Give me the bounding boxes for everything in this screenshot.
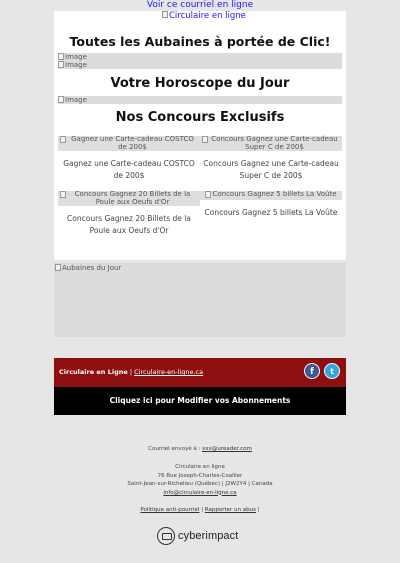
broken-image-icon xyxy=(58,96,64,103)
image-alt-text: Image xyxy=(65,61,87,69)
contest-image[interactable] xyxy=(58,191,200,206)
image-placeholder-2 xyxy=(58,61,342,69)
cyberimpact-name: cyberimpact xyxy=(178,530,239,542)
contact-email-link[interactable]: info@circulaire-en-ligne.ca xyxy=(163,489,237,496)
contest-lavoute[interactable] xyxy=(200,191,342,219)
deals-image-alt: Aubaines du Jour xyxy=(62,264,122,272)
footer-separator: | xyxy=(201,507,204,513)
broken-image-icon xyxy=(162,11,168,18)
broken-image-icon xyxy=(205,191,211,198)
brand-separator: | xyxy=(129,368,133,376)
contest-caption[interactable]: Gagnez une Carte-cadeau COSTCO de 200$ xyxy=(63,159,195,180)
address-line-1: 76 Rue Joseph-Charles-Coallier xyxy=(157,472,243,479)
footer-trailing-separator: | xyxy=(257,507,260,513)
broken-image-icon xyxy=(202,136,208,143)
contest-image-alt: Concours Gagnez une Carte-cadeau Super C de 200$ xyxy=(211,135,338,151)
logo-image[interactable] xyxy=(162,11,246,21)
deals-image-placeholder xyxy=(54,263,346,272)
broken-image-icon xyxy=(60,136,66,143)
image-placeholder-1 xyxy=(58,53,342,61)
logo-alt-text[interactable]: Circulaire en ligne xyxy=(169,11,246,21)
twitter-icon[interactable]: t xyxy=(324,363,340,379)
org-name: Circulaire en ligne xyxy=(175,464,225,470)
contest-poule[interactable] xyxy=(58,191,200,237)
cyberimpact-logo-icon xyxy=(157,527,175,545)
facebook-icon[interactable]: f xyxy=(304,363,320,379)
brand-website-link[interactable]: Circulaire-en-ligne.ca xyxy=(134,368,204,376)
brand-bar xyxy=(54,358,346,387)
brand-line xyxy=(59,368,203,376)
concours-title: Nos Concours Exclusifs xyxy=(115,110,285,125)
aubaines-banner-image[interactable] xyxy=(58,53,342,69)
contest-caption[interactable]: Concours Gagnez 20 Billets de la Poule aux Oeufs d'Or xyxy=(67,214,191,235)
report-abuse-link[interactable]: Rapporter un abus xyxy=(204,507,256,513)
footer-sent-to xyxy=(0,445,400,454)
contest-image[interactable] xyxy=(58,136,200,151)
sent-to-email-link[interactable]: xxx@ureader.com xyxy=(202,446,252,452)
footer-links xyxy=(0,506,400,515)
manage-subscriptions-link[interactable]: Cliquez ici pour Modifier vos Abonnements xyxy=(109,396,291,405)
cyberimpact-badge[interactable] xyxy=(157,527,238,545)
broken-image-icon xyxy=(58,53,64,60)
image-alt-text: Image xyxy=(65,53,87,61)
view-online-link[interactable]: Voir ce courriel en ligne xyxy=(146,0,254,10)
aubaines-title: Toutes les Aubaines à portée de Clic! xyxy=(69,34,331,49)
footer-address xyxy=(0,463,400,497)
contest-image-alt: Gagnez une Carte-cadeau COSTCO de 200$ xyxy=(71,135,194,151)
image-placeholder-3 xyxy=(58,96,342,104)
brand-name: Circulaire en Ligne xyxy=(59,368,128,376)
horoscope-title: Votre Horoscope du Jour xyxy=(110,76,290,91)
newsletter-card xyxy=(54,11,346,260)
manage-subscriptions-bar[interactable] xyxy=(54,387,346,415)
contest-image-alt: Concours Gagnez 20 Billets de la Poule aux Oeufs d'Or xyxy=(74,190,191,206)
contest-superc[interactable] xyxy=(200,136,342,182)
broken-image-icon xyxy=(60,191,66,198)
contest-image-alt: Concours Gagnez 5 billets La Voûte xyxy=(212,190,337,198)
broken-image-icon xyxy=(55,264,61,271)
contest-image[interactable] xyxy=(200,136,342,151)
horoscope-banner-image[interactable] xyxy=(58,96,342,104)
image-alt-text: Image xyxy=(65,96,87,104)
contest-image[interactable] xyxy=(200,191,342,200)
deals-of-the-day-image[interactable] xyxy=(54,263,346,337)
address-line-2: Saint-Jean-sur-Richelieu (Québec) | J2W2Y4 | Canada xyxy=(127,481,273,487)
sent-to-label: Courriel envoyé à : xyxy=(148,446,201,452)
contest-costco[interactable] xyxy=(58,136,200,182)
contest-caption[interactable]: Concours Gagnez 5 billets La Voûte xyxy=(204,208,338,217)
view-online-bar xyxy=(0,0,400,11)
antispam-policy-link[interactable]: Politique anti-pourriel xyxy=(140,507,200,513)
contest-caption[interactable]: Concours Gagnez une Carte-cadeau Super C de 200$ xyxy=(203,159,339,180)
broken-image-icon xyxy=(58,61,64,68)
